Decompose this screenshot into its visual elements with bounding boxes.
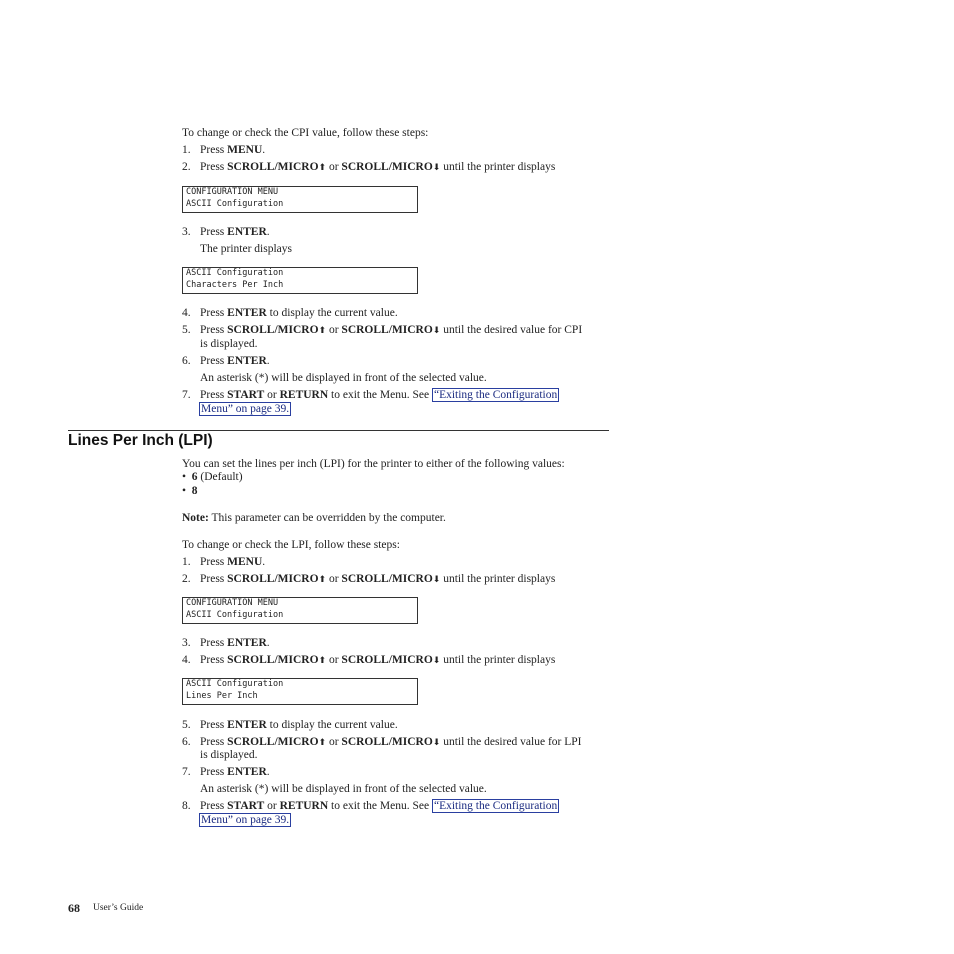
step-text: Press SCROLL/MICRO⬆ or SCROLL/MICRO⬇ until the printer displays bbox=[200, 654, 556, 666]
step-number: 5. bbox=[182, 719, 191, 731]
lpi-intro2: To change or check the LPI, follow these steps: bbox=[182, 539, 400, 551]
printer-display: CONFIGURATION MENU ASCII Configuration bbox=[182, 597, 418, 624]
step-text: Press SCROLL/MICRO⬆ or SCROLL/MICRO⬇ until the printer displays bbox=[200, 161, 556, 173]
step-number: 1. bbox=[182, 556, 191, 568]
up-arrow-icon: ⬆ bbox=[318, 163, 327, 173]
list-item: • 8 bbox=[182, 485, 198, 497]
step-number: 6. bbox=[182, 736, 191, 748]
link-cont bbox=[199, 403, 291, 415]
down-arrow-icon: ⬇ bbox=[432, 163, 441, 173]
section-divider bbox=[68, 430, 609, 431]
step-number: 1. bbox=[182, 144, 191, 156]
step-text-cont: is displayed. bbox=[200, 749, 258, 761]
up-arrow-icon: ⬆ bbox=[318, 326, 327, 336]
step-number: 6. bbox=[182, 355, 191, 367]
exiting-config-link[interactable]: “Exiting the Configuration bbox=[433, 800, 558, 812]
list-item: • 6 (Default) bbox=[182, 471, 243, 483]
exiting-config-link-cont[interactable]: Menu” on page 39. bbox=[201, 814, 290, 826]
cpi-intro: To change or check the CPI value, follow these steps: bbox=[182, 127, 429, 139]
step-number: 7. bbox=[182, 389, 191, 401]
step-text: Press MENU. bbox=[200, 144, 266, 156]
exiting-config-link-cont[interactable]: Menu” on page 39. bbox=[201, 403, 290, 415]
step-number: 8. bbox=[182, 800, 191, 812]
link-cont bbox=[199, 814, 291, 826]
lpi-intro: You can set the lines per inch (LPI) for the printer to either of the following values: bbox=[182, 458, 565, 470]
step-note: An asterisk (*) will be displayed in front of the selected value. bbox=[200, 372, 487, 384]
up-arrow-icon: ⬆ bbox=[318, 656, 327, 666]
up-arrow-icon: ⬆ bbox=[318, 575, 327, 585]
printer-display: ASCII Configuration Lines Per Inch bbox=[182, 678, 418, 705]
step-note: An asterisk (*) will be displayed in front of the selected value. bbox=[200, 783, 487, 795]
step-number: 7. bbox=[182, 766, 191, 778]
note: Note: This parameter can be overridden by the computer. bbox=[182, 512, 446, 524]
step-number: 3. bbox=[182, 226, 191, 238]
printer-display: ASCII Configuration Characters Per Inch bbox=[182, 267, 418, 294]
step-text: Press ENTER. bbox=[200, 355, 270, 367]
step-note: The printer displays bbox=[200, 243, 292, 255]
step-number: 2. bbox=[182, 161, 191, 173]
step-text: Press MENU. bbox=[200, 556, 266, 568]
down-arrow-icon: ⬇ bbox=[432, 575, 441, 585]
step-text: Press ENTER to display the current value. bbox=[200, 307, 398, 319]
step-text: Press SCROLL/MICRO⬆ or SCROLL/MICRO⬇ until the desired value for CPI bbox=[200, 324, 583, 336]
down-arrow-icon: ⬇ bbox=[432, 738, 441, 748]
step-number: 3. bbox=[182, 637, 191, 649]
step-text-cont: is displayed. bbox=[200, 338, 258, 350]
exiting-config-link[interactable]: “Exiting the Configuration bbox=[433, 389, 558, 401]
down-arrow-icon: ⬇ bbox=[432, 326, 441, 336]
section-heading: Lines Per Inch (LPI) bbox=[68, 432, 213, 449]
step-number: 4. bbox=[182, 307, 191, 319]
step-text: Press ENTER. bbox=[200, 637, 270, 649]
step-text: Press START or RETURN to exit the Menu. See “Exiting the Configuration bbox=[200, 800, 558, 812]
step-text: Press START or RETURN to exit the Menu. See “Exiting the Configuration bbox=[200, 389, 558, 401]
step-text: Press ENTER to display the current value. bbox=[200, 719, 398, 731]
step-number: 4. bbox=[182, 654, 191, 666]
footer-title: User’s Guide bbox=[93, 903, 144, 913]
step-text: Press ENTER. bbox=[200, 226, 270, 238]
up-arrow-icon: ⬆ bbox=[318, 738, 327, 748]
printer-display: CONFIGURATION MENU ASCII Configuration bbox=[182, 186, 418, 213]
step-text: Press ENTER. bbox=[200, 766, 270, 778]
page-number: 68 bbox=[68, 901, 80, 915]
step-number: 5. bbox=[182, 324, 191, 336]
step-number: 2. bbox=[182, 573, 191, 585]
step-text: Press SCROLL/MICRO⬆ or SCROLL/MICRO⬇ until the printer displays bbox=[200, 573, 556, 585]
down-arrow-icon: ⬇ bbox=[432, 656, 441, 666]
step-text: Press SCROLL/MICRO⬆ or SCROLL/MICRO⬇ until the desired value for LPI bbox=[200, 736, 582, 748]
